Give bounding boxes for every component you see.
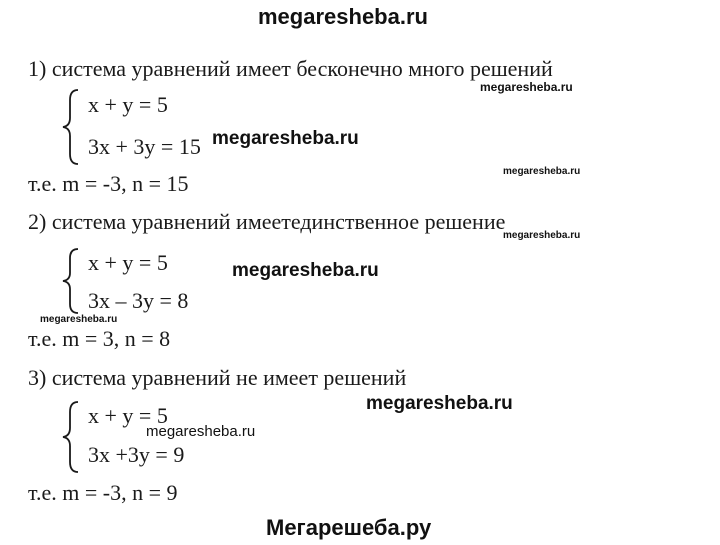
case-1-equation-1: x + y = 5	[88, 92, 168, 117]
case-2-equation-1: x + y = 5	[88, 250, 168, 275]
case-3-equation-1: x + y = 5	[88, 403, 168, 428]
watermark: megaresheba.ru	[366, 393, 513, 414]
case-3-brace	[60, 400, 82, 474]
case-3-equation-2: 3x +3y = 9	[88, 442, 185, 467]
case-3-statement: 3) система уравнений не имеет решений	[28, 365, 407, 390]
case-1-statement: 1) система уравнений имеет бесконечно много решений	[28, 56, 553, 81]
watermark: megaresheba.ru	[480, 80, 573, 94]
watermark: megaresheba.ru	[503, 166, 581, 177]
watermark: megaresheba.ru	[146, 423, 256, 440]
watermark: megaresheba.ru	[232, 260, 379, 281]
case-1-brace	[60, 88, 82, 166]
case-1-conclusion: т.е. m = -3, n = 15	[28, 171, 189, 196]
case-2-equation-2: 3x – 3y = 8	[88, 288, 189, 313]
header-site-title: megaresheba.ru	[258, 4, 428, 29]
case-1-equation-2: 3x + 3y = 15	[88, 134, 201, 159]
watermark: megaresheba.ru	[40, 314, 118, 325]
footer-site-title: Мегарешеба.ру	[266, 515, 432, 540]
case-3-conclusion: т.е. m = -3, n = 9	[28, 480, 178, 505]
watermark: megaresheba.ru	[212, 128, 359, 149]
case-2-brace	[60, 247, 82, 315]
case-2-conclusion: т.е. m = 3, n = 8	[28, 326, 171, 351]
watermark: megaresheba.ru	[503, 230, 581, 241]
case-2-statement: 2) система уравнений имеетединственное решение	[28, 209, 506, 234]
